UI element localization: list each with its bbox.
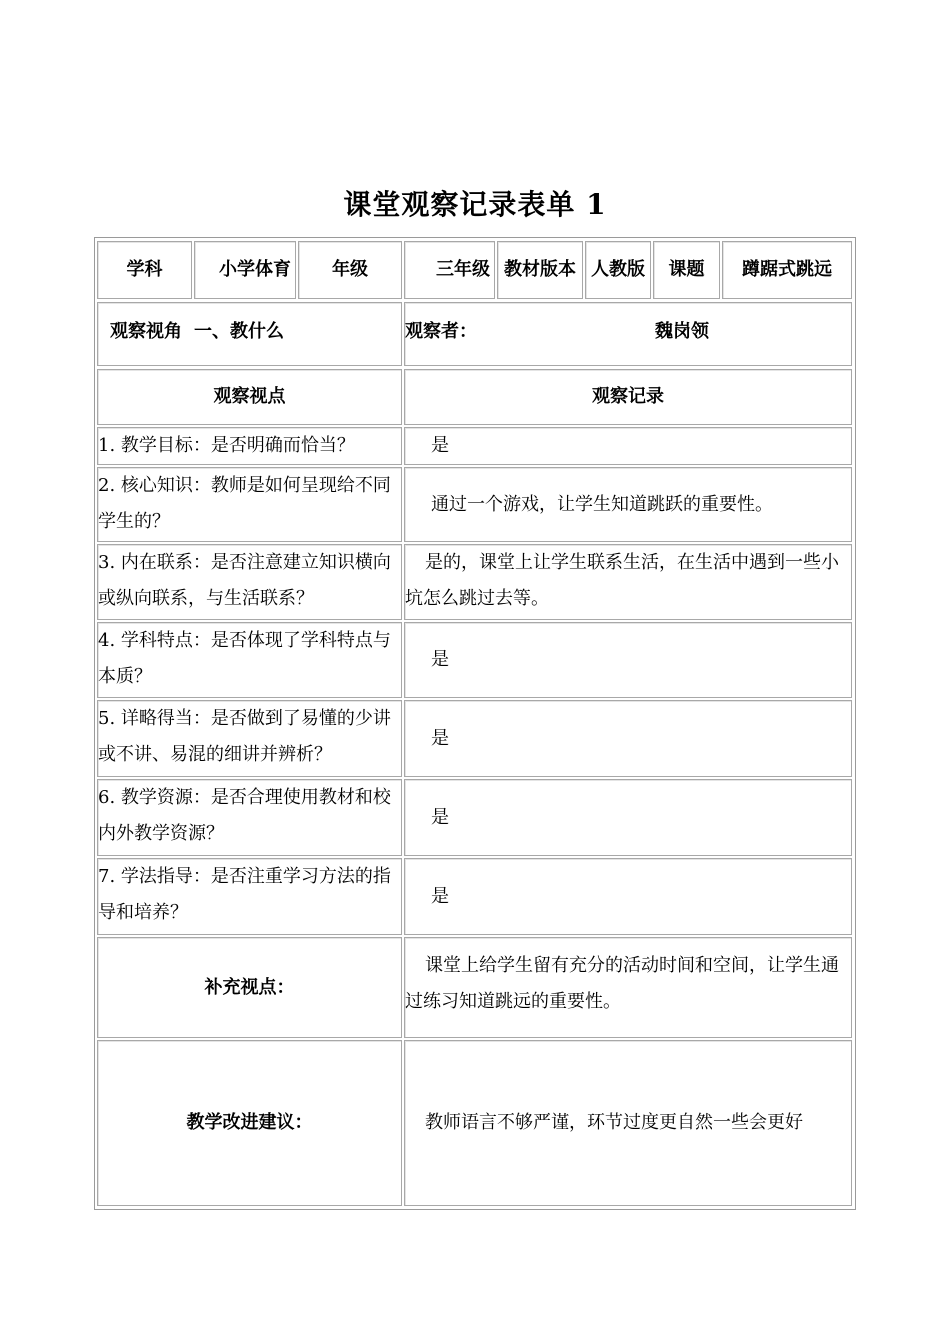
observer-label: 观察者：: [405, 321, 477, 342]
suggestion-label: 教学改进建议：: [97, 1040, 402, 1206]
observation-point: 5. 详略得当：是否做到了易懂的少讲或不讲、易混的细讲并辨析？: [97, 700, 402, 777]
perspective-value: 一、教什么: [194, 321, 284, 342]
perspective-label: 观察视角: [110, 321, 182, 342]
observation-point: 6. 教学资源：是否合理使用教材和校内外教学资源？: [97, 779, 402, 856]
edition-label: 教材版本: [497, 241, 583, 299]
records-column-header: 观察记录: [404, 369, 852, 425]
points-column-header: 观察视点: [97, 369, 402, 425]
observer-name: 魏岗领: [655, 321, 709, 342]
page-title: 课堂观察记录表单 1: [343, 188, 607, 221]
perspective-cell: [97, 302, 402, 366]
observation-point: 7. 学法指导：是否注重学习方法的指导和培养？: [97, 858, 402, 935]
subject-label: 学科: [97, 241, 192, 299]
topic-label: 课题: [653, 241, 720, 299]
edition-value: 人教版: [585, 241, 651, 299]
observation-point: 1. 教学目标：是否明确而恰当？: [97, 427, 402, 465]
observer-cell: [404, 302, 852, 366]
observation-record: 是: [404, 779, 852, 856]
observation-point: 4. 学科特点：是否体现了学科特点与本质？: [97, 622, 402, 698]
observation-point: 2. 核心知识：教师是如何呈现给不同学生的？: [97, 467, 402, 542]
observation-record: 是: [404, 427, 852, 465]
observation-record: 是: [404, 858, 852, 935]
subject-value: 小学体育: [194, 241, 296, 299]
observation-record: 是的，课堂上让学生联系生活，在生活中遇到一些小坑怎么跳过去等。: [404, 544, 852, 620]
supplement-label: 补充视点：: [97, 937, 402, 1038]
observation-record: 通过一个游戏，让学生知道跳跃的重要性。: [404, 467, 852, 542]
suggestion-value: 教师语言不够严谨，环节过度更自然一些会更好: [404, 1040, 852, 1206]
observation-record: 是: [404, 700, 852, 777]
supplement-value: 课堂上给学生留有充分的活动时间和空间，让学生通过练习知道跳远的重要性。: [404, 937, 852, 1038]
topic-value: 蹲踞式跳远: [722, 241, 852, 299]
observation-record: 是: [404, 622, 852, 698]
observation-point: 3. 内在联系：是否注意建立知识横向或纵向联系，与生活联系？: [97, 544, 402, 620]
grade-label: 年级: [298, 241, 402, 299]
grade-value: 三年级: [404, 241, 495, 299]
